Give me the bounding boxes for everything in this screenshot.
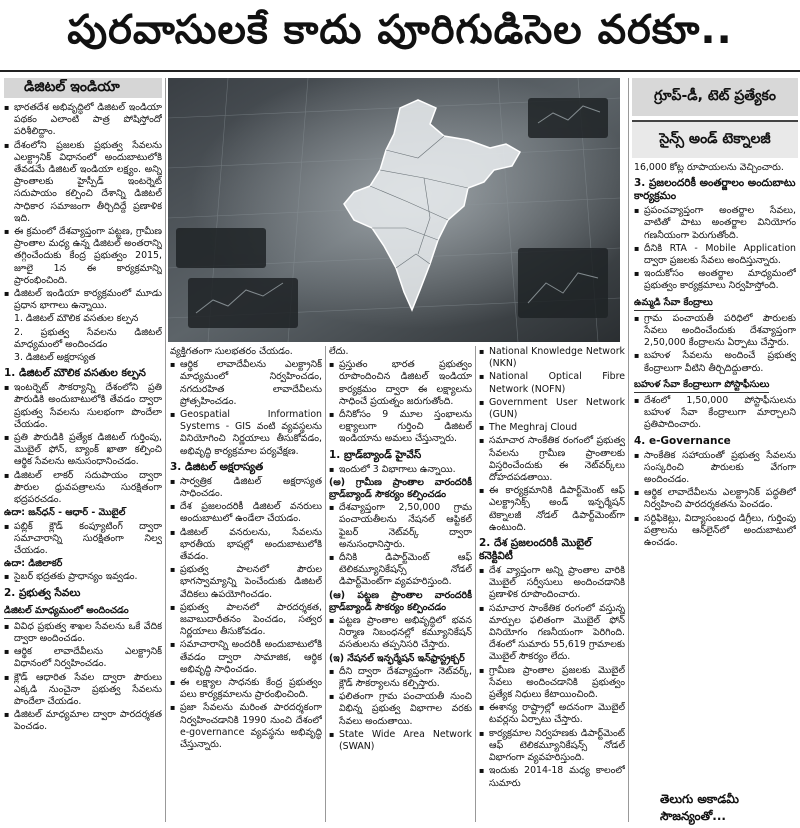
paragraph: ▪ సార్వత్రిక డిజిటల్ అక్షరాస్యత సాధించడం. [170,476,322,500]
paragraph: ▪ ఈ క్రమంలో దేశవ్యాప్తంగా పట్టణ, గ్రామీణ ప్రాంతాల మధ్య ఉన్న డిజిటల్ అంతరాన్ని తగ్గించేందుకు కేంద్ర ప్రభుత్వం 2015, జూలై 1న ఈ కార్యక్రమాన్ని ప్రారంభించింది. [4,226,162,287]
list-item: 1. డిజిటల్ మౌలిక వసతుల కల్పన [14,313,139,325]
list-item: 3. డిజిటల్ అక్షరాస్యత [14,352,96,364]
column-divider [628,78,629,822]
paragraph: ▪ సమాచార సాంకేతిక రంగంలో వస్తున్న మార్పుల ఫలితంగా మొబైల్ ఫోన్ వినియోగం గణనీయంగా పెరిగింది. దేశంలో సుమారు 55,619 గ్రామాలకు మొబైల్ సౌకర్యం లేదు. [479,603,625,664]
paragraph: ▪ దీని ద్వారా దేశవ్యాప్తంగా నెట్‌వర్క్, క్లౌడ్ సౌకర్యాలను కల్పిస్తారు. [329,666,472,690]
paragraph: ▪ సర్టిఫికెట్లు, విద్యాసంబంధ డిగ్రీలు, గుర్తింపు పత్రాలను ఆన్‌లైన్‌లో అందుబాటులో ఉంచడం. [634,513,796,550]
example-line: ఉదా: జన్‌ధన్ - ఆధార్ - మొబైల్ [4,507,126,519]
paragraph: ▪ ప్రపంచవ్యాప్తంగా అంతర్జాల సేవలు, వాటితో పాటు అంతర్జాల వినియోగం గణనీయంగా పెరుగుతోంది. [634,205,796,242]
column-divider [165,78,166,822]
subheading-underlined: ఉమ్మడి సేవా కేంద్రాలు [634,297,713,311]
paragraph: ▪ దీనికి RTA - Mobile Application ద్వారా ప్రజలకు సేవలు అందిస్తున్నారు. [634,243,796,267]
paragraph: ▪ The Meghraj Cloud [479,422,625,434]
paragraph: ▪ పట్టణ ప్రాంతాల అభివృద్ధిలో భవన నిర్మాణ నిబంధనల్లో కమ్యూనికేషన్ వసతులను తప్పనిసరి చేస్తారు. [329,615,472,652]
paragraph: ▪ భారతదేశ అభివృద్ధిలో డిజిటల్ ఇండియా పథకం ఎలాంటి పాత్ర పోషిస్తోందో పరిశీలిద్దాం. [4,102,162,139]
paragraph: ▪ గ్రామ పంచాయతీ పరిధిలో పౌరులకు సేవలు అందించేందుకు దేశవ్యాప్తంగా 2,50,000 కేంద్రాలను ఏర్పాటు చేస్తారు. [634,313,796,350]
paragraph: ▪ దీనికోసం 9 మూల స్తంభాలను లక్ష్యాలుగా గుర్తించి డిజిటల్ ఇండియాను అమలు చేస్తున్నారు. [329,409,472,446]
paragraph: ▪ ఈశాన్య రాష్ట్రాల్లో అదనంగా మొబైల్ టవర్లను ఏర్పాటు చేస్తారు. [479,702,625,726]
paragraph: ▪ దేశవ్యాప్తంగా 2,50,000 గ్రామ పంచాయతీలను నేషనల్ ఆప్టికల్ ఫైబర్ నెట్‌వర్క్ ద్వారా అనుసంధానిస్తారు. [329,502,472,551]
paragraph: ▪ ఫలితంగా గ్రామ పంచాయతీ నుంచి విభిన్న ప్రభుత్వ విభాగాల వరకు సేవలు అందుతాయి. [329,691,472,728]
list-item: 2. ప్రభుత్వ సేవలను డిజిటల్ మాధ్యమంలో అందించడం [14,326,162,350]
paragraph: ▪ కార్యక్రమాల నిర్వహణకు డిపార్ట్‌మెంట్ ఆఫ్ టెలికమ్యూనికేషన్స్ నోడల్ విభాగంగా వ్యవహరిస్తుంది. [479,728,625,765]
paragraph: ▪ ప్రభుత్వ పాలనలో పారదర్శకత, జవాబుదారీతనం పెంచడం, సత్వర నిర్ణయాలు తీసుకోవడం. [170,602,322,639]
paragraph: ▪ గ్రామీణ ప్రాంతాల ప్రజలకు మొబైల్ సేవలు అందించడానికి ప్రభుత్వం ప్రత్యేక నిధులు కేటాయించింది. [479,665,625,702]
paragraph: ▪ డిజిటల్ వనరులను, సేవలను భారతీయ భాషల్లో అందుబాటులోకి తేవడం. [170,527,322,564]
paragraph: ▪ సాంకేతిక సహాయంతో ప్రభుత్వ సేవలను సంస్కరించి పౌరులకు వేగంగా అందించడం. [634,450,796,487]
paragraph: ▪ డిజిటల్ ఇండియా కార్యక్రమంలో మూడు ప్రధాన భాగాలు ఉన్నాయి. [4,288,162,312]
subject-banner: సైన్స్‌ అండ్‌ టెక్నాలజీ [632,120,798,158]
exam-tag-banner: గ్రూప్‌-డీ, టెట్‌ ప్రత్యేకం [632,78,798,116]
paragraph: ▪ ఇందుకోసం అంతర్జాల మాధ్యమంలో ప్రభుత్వం కార్యక్రమాలు నిర్వహిస్తోంది. [634,268,796,292]
subheading-small: (అ) గ్రామీణ ప్రాంతాల వారందరికీ బ్రాడ్‌బ్యాండ్ సౌకర్యం కల్పించడం [329,476,472,501]
map-image [168,78,620,342]
subheading-small: (ఆ) పట్టణ ప్రాంతాల వారందరికీ బ్రాడ్‌బ్యాండ్ సౌకర్యం కల్పించడం [329,589,472,613]
paragraph: ▪ పబ్లిక్ క్లౌడ్ కంప్యూటింగ్ ద్వారా సమాచారాన్ని సురక్షితంగా నిల్వ చేయడం. [4,521,162,558]
article-column-3 [329,346,472,824]
india-map-illustration [168,78,620,342]
paragraph: ▪ ఆర్థిక లావాదేవీలను ఎలక్ట్రానిక్ మాధ్యమంలో నిర్వహించడం, నగదురహిత లావాదేవీలను ప్రోత్సహించడం. [170,359,322,408]
credit-footer: తెలుగు అకాడమీ సౌజన్యంతో... [660,792,739,823]
paragraph: ▪ దీనికి డిపార్ట్‌మెంట్ ఆఫ్ టెలికమ్యూనికేషన్స్ నోడల్ డిపార్ట్‌మెంట్‌గా వ్యవహరిస్తుంది. [329,552,472,589]
column-divider [475,346,476,822]
paragraph: ▪ దేశంలో 1,50,000 పోస్టాఫీసులను బహుళ సేవా కేంద్రాలుగా మార్చాలని ప్రతిపాదించారు. [634,395,796,432]
paragraph: ▪ దేశ వ్యాప్తంగా అన్ని ప్రాంతాల వారికి మొబైల్ సర్వీసులు అందించడానికి ప్రణాళిక రూపొందించారు. [479,565,625,602]
paragraph: ▪ సైబర్ భద్రతకు ప్రాధాన్యం ఇవ్వడం. [4,571,162,583]
column-divider [325,346,326,822]
paragraph: ▪ దేశ ప్రజలందరికీ డిజిటల్ వనరులు అందుబాటులో ఉండేలా చేయడం. [170,501,322,525]
paragraph: ▪ National Optical Fibre Network (NOFN) [479,371,625,395]
paragraph: ▪ National Knowledge Network (NKN) [479,346,625,370]
subheading: 1. డిజిటల్ మౌలిక వసతుల కల్పన [4,367,146,380]
paragraph: ▪ ఇందులో 3 విభాగాలు ఉన్నాయి. [329,464,472,476]
subheading-small: (ఇ) నేషనల్ ఇన్ఫర్మేషన్ ఇన్‌ఫ్రాస్ట్రక్చర్ [329,652,465,664]
subheading: 1. బ్రాడ్‌బ్యాండ్ హైవేస్ [329,448,422,461]
section-label-digital-india [4,78,162,98]
paragraph: ▪ Government User Network (GUN) [479,397,625,421]
paragraph: ▪ State Wide Area Network (SWAN) [329,729,472,753]
paragraph: ▪ డిజిటల్ మాధ్యమాల ద్వారా పారదర్శకత పెంచడం. [4,709,162,733]
paragraph: ▪ సమాచార సాంకేతిక రంగంలో ప్రభుత్వ సేవలను గ్రామీణ ప్రాంతాలకు విస్తరించేందుకు ఈ నెట్‌వర్క్‌లు దోహదపడతాయి. [479,435,625,484]
article-column-5 [634,162,796,792]
paragraph: ▪ బహుళ సేవలను అందించే ప్రభుత్వ కేంద్రాలుగా వీటిని తీర్చిదిద్దుతారు. [634,350,796,374]
article-column-1 [4,102,162,824]
subheading: 2. దేశ ప్రజలందరికీ మొబైల్ కనెక్టివిటీ [479,537,592,563]
subheading-underlined: డిజిటల్ మాధ్యమంలో అందించడం [4,605,129,619]
paragraph: ▪ డిజిటల్ లాకర్ సదుపాయం ద్వారా పౌరుల ధ్రువపత్రాలను సురక్షితంగా భద్రపరచడం. [4,470,162,507]
paragraph: ▪ ఈ లక్ష్యాల సాధనకు కేంద్ర ప్రభుత్వం పలు కార్యక్రమాలను ప్రారంభించింది. [170,677,322,701]
paragraph: 16,000 కోట్ల రూపాయలను వెచ్చించారు. [634,162,784,173]
paragraph: ▪ క్లౌడ్ ఆధారిత సేవల ద్వారా పౌరులు ఎక్కడి నుంచైనా ప్రభుత్వ సేవలను పొందేలా చేయడం. [4,672,162,709]
paragraph: ▪ ప్రతి పౌరుడికి ప్రత్యేక డిజిటల్ గుర్తింపు, మొబైల్ ఫోన్, బ్యాంక్ ఖాతా కల్పించి ఆర్థిక సేవలను అనుసంధానించడం. [4,432,162,469]
subheading: 2. ప్రభుత్వ సేవలు [4,586,81,599]
example-line: ఉదా: డిజిలాకర్ [4,558,63,570]
paragraph: ▪ ప్రజా సేవలను మరింత పారదర్శకంగా నిర్వహించడానికి 1990 నుంచి దేశంలో e-governance వ్యవస్థను అభివృద్ధి చేస్తున్నారు. [170,702,322,751]
subheading-underlined: బహుళ సేవా కేంద్రాలుగా పోస్టాఫీసులు [634,379,769,393]
section-label-text: డిజిటల్‌ ఇండియా [24,78,120,95]
paragraph: ▪ ఆర్థిక లావాదేవీలను ఎలక్ట్రానిక్ విధానంలో నిర్వహించడం. [4,646,162,670]
article-column-4 [479,346,625,824]
paragraph: ▪ ఆర్థిక లావాదేవీలను ఎలక్ట్రానిక్ పద్ధతిలో నిర్వహించి పారదర్శకతను పెంచడం. [634,487,796,511]
subheading: 4. e-Governance [634,434,731,447]
paragraph: ▪ ఇందుకు 2014-18 మధ్య కాలంలో సుమారు [479,765,625,789]
paragraph: ▪ Geospatial Information Systems - GIS వంటి వ్యవస్థలను వినియోగించి నిర్ణయాలు తీసుకోవడం, అభివృద్ధి కార్యక్రమాల పర్యవేక్షణ. [170,409,322,458]
subheading: 3. ప్రజలందరికీ అంతర్జాలం అందుబాటు కార్యక్రమం [634,177,796,203]
paragraph: లేదు. [329,346,349,357]
paragraph: ▪ ఇంటర్నెట్ సౌకర్యాన్ని దేశంలోని ప్రతి పౌరుడికి అందుబాటులోకి తేవడం ద్వారా ప్రభుత్వ సేవలను సులభంగా పొందేలా చేయడం. [4,382,162,431]
subheading: 3. డిజిటల్ అక్షరాస్యత [170,460,264,473]
paragraph: వ్యక్తిగతంగా సులభతరం చేయడం. [170,346,293,357]
article-column-2 [170,346,322,824]
headline: పురవాసులకే కాదు పూరిగుడిసెల వరకూ.. [0,0,800,72]
paragraph: ▪ సమాచారాన్ని అందరికీ అందుబాటులోకి తేవడం ద్వారా సామాజిక, ఆర్థిక అభివృద్ధి సాధించడం. [170,639,322,676]
paragraph: ▪ ఈ కార్యక్రమానికి డిపార్ట్‌మెంట్ ఆఫ్ ఎలక్ట్రానిక్స్ అండ్ ఇన్ఫర్మేషన్ టెక్నాలజీ నోడల్ డిపార్ట్‌మెంట్‌గా ఉంటుంది. [479,485,625,534]
paragraph: ▪ ప్రభుత్వ పాలనలో పౌరుల భాగస్వామ్యాన్ని పెంచేందుకు డిజిటల్ వేదికలు ఉపయోగించడం. [170,564,322,601]
paragraph: ▪ దేశంలోని ప్రజలకు ప్రభుత్వ సేవలను ఎలక్ట్రానిక్ విధానంలో అందుబాటులోకి తేవడమే డిజిటల్ ఇండియా లక్ష్యం. అన్ని ప్రాంతాలకు హైస్పీడ్ ఇంటర్నెట్ సదుపాయం కల్పించి దేశాన్ని డిజిటల్ సాధికార సమాజంగా తీర్చిదిద్దే ప్రణాళిక ఇది. [4,140,162,225]
paragraph: ▪ ప్రస్తుతం భారత ప్రభుత్వం రూపొందించిన డిజిటల్ ఇండియా కార్యక్రమం ద్వారా ఈ లక్ష్యాలను సాధించే ప్రయత్నం జరుగుతోంది. [329,359,472,408]
paragraph: ▪ వివిధ ప్రభుత్వ శాఖల సేవలను ఒకే వేదిక ద్వారా అందించడం. [4,621,162,645]
